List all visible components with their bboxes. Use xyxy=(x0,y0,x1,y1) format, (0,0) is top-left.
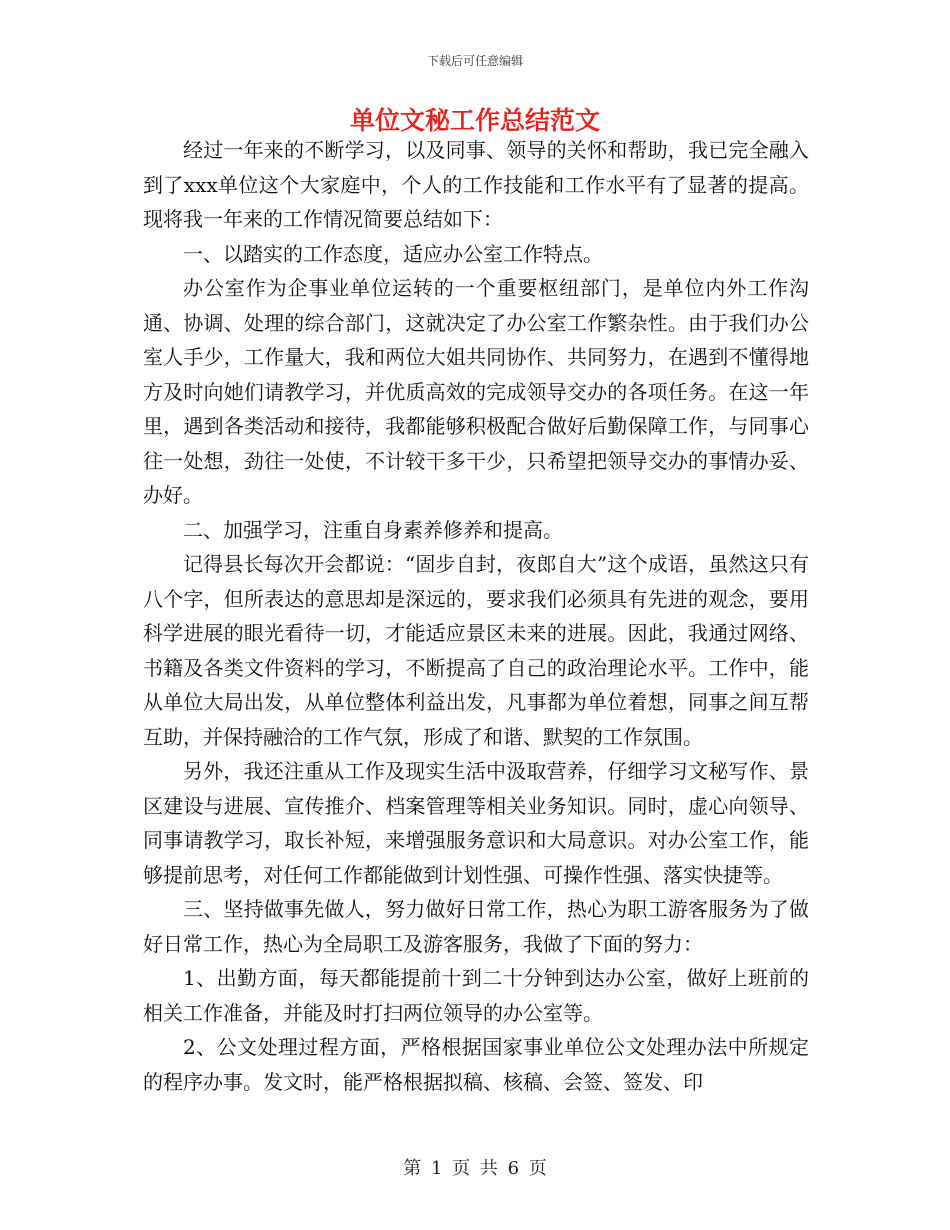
paragraph-office-work: 办公室作为企事业单位运转的一个重要枢纽部门，是单位内外工作沟通、协调、处理的综合部门，这就决定了办公室工作繁杂性。由于我们办公室人手少，工作量大，我和两位大姐共同协作、共同努力，在遇到不懂得地方及时向她们请教学习，并优质高效的完成领导交办的各项任务。在这一年里，遇到各类活动和接待，我都能够积极配合做好后勤保障工作，与同事心往一处想，劲往一处使，不计较干多干少，只希望把领导交办的事情办妥、办好。 xyxy=(143,276,809,507)
page-header-note: 下载后可任意编辑 xyxy=(426,54,523,68)
paragraph-attendance: 1、出勤方面，每天都能提前十到二十分钟到达办公室，做好上班前的相关工作准备，并能及时打扫两位领导的办公室等。 xyxy=(143,966,809,1025)
paragraph-heading-2: 二、加强学习，注重自身素养修养和提高。 xyxy=(183,517,563,542)
paragraph-skills: 另外，我还注重从工作及现实生活中汲取营养，仔细学习文秘写作、景区建设与进展、宣传推介、档案管理等相关业务知识。同时，虚心向领导、同事请教学习，取长补短，来增强服务意识和大局意识。对办公室工作，能够提前思考，对任何工作都能做到计划性强、可操作性强、落实快捷等。 xyxy=(143,759,809,887)
paragraph-heading-1: 一、以踏实的工作态度，适应办公室工作特点。 xyxy=(183,241,603,266)
paragraph-document-handling: 2、公文处理过程方面，严格根据国家事业单位公文处理办法中所规定的程序办事。发文时，能严格根据拟稿、核稿、会签、签发、印 xyxy=(143,1035,809,1094)
page-number-footer: 第 1 页 共 6 页 xyxy=(403,1158,547,1179)
paragraph-learning: 记得县长每次开会都说：“固步自封，夜郎自大”这个成语，虽然这只有八个字，但所表达的意思却是深远的，要求我们必须具有先进的观念，要用科学进展的眼光看待一切，才能适应景区未来的进展。因此，我通过网络、书籍及各类文件资料的学习，不断提高了自己的政治理论水平。工作中，能从单位大局出发，从单位整体利益出发，凡事都为单位着想，同事之间互帮互助，并保持融洽的工作气氛，形成了和谐、默契的工作氛围。 xyxy=(143,552,809,749)
document-body xyxy=(143,133,809,1099)
paragraph-intro: 经过一年来的不断学习，以及同事、领导的关怀和帮助，我已完全融入到了xxx单位这个大家庭中，个人的工作技能和工作水平有了显著的提高。现将我一年来的工作情况简要总结如下： xyxy=(143,138,809,231)
paragraph-heading-3: 三、坚持做事先做人，努力做好日常工作，热心为职工游客服务为了做好日常工作，热心为全局职工及游客服务，我做了下面的努力： xyxy=(143,897,809,956)
document-title: 单位文秘工作总结范文 xyxy=(349,106,600,135)
